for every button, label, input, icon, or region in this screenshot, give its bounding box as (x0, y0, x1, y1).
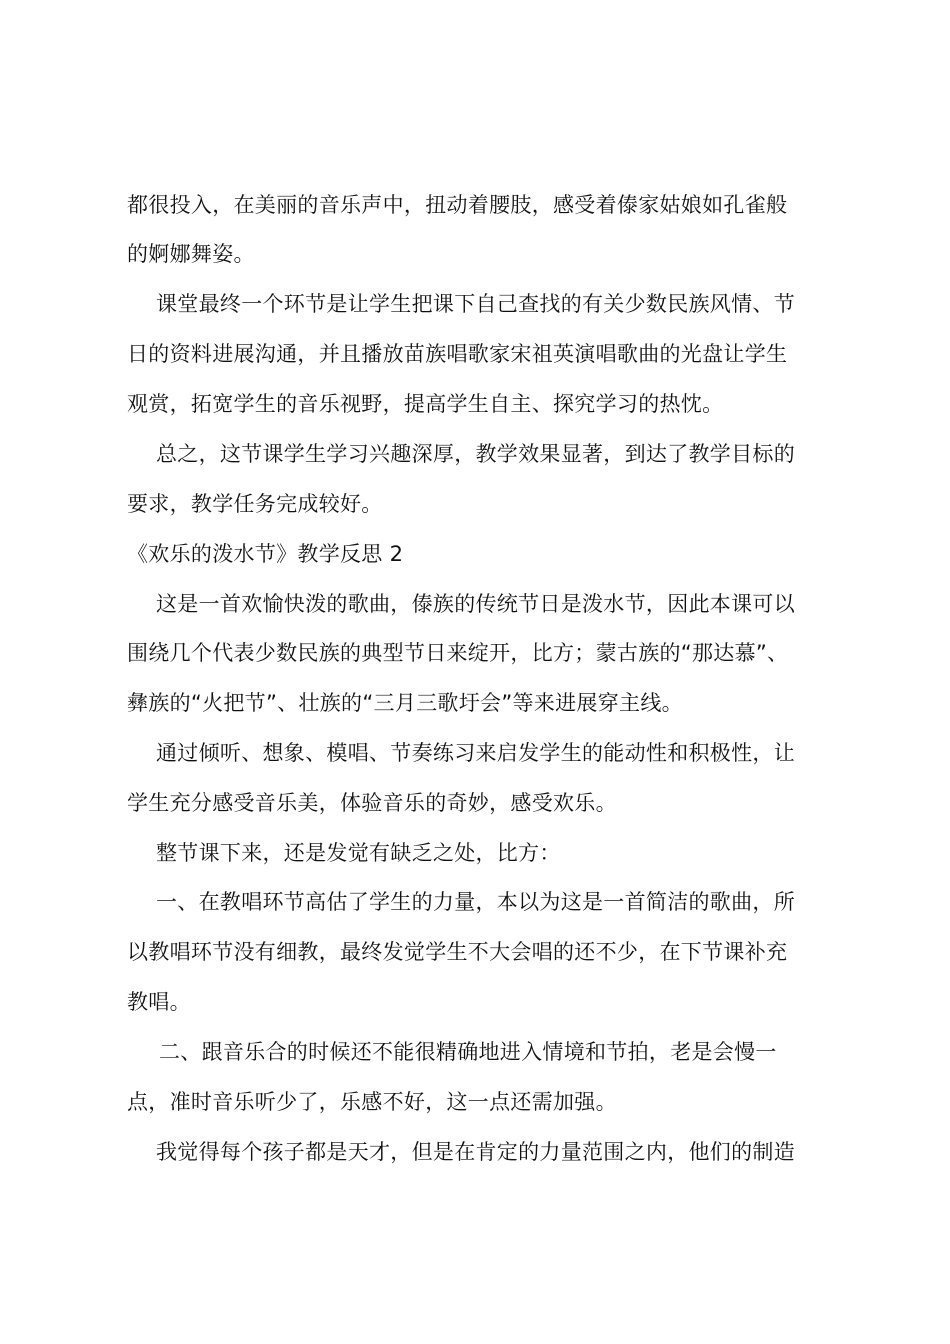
paragraph-line: 通过倾听、想象、模唱、节奏练习来启发学生的能动性和积极性，让 (156, 741, 795, 765)
paragraph-line: 观赏，拓宽学生的音乐视野，提高学生自主、探究学习的热忱。 (127, 392, 724, 416)
paragraph-line: 都很投入，在美丽的音乐声中，扭动着腰肢，感受着傣家姑娘如孔雀般 (127, 193, 788, 217)
section-title: 《欢乐的泼水节》教学反思 2 (127, 542, 404, 566)
paragraph-line: 要求，教学任务完成较好。 (127, 492, 383, 516)
paragraph-line: 日的资料进展沟通，并且播放苗族唱歌家宋祖英演唱歌曲的光盘让学生 (127, 342, 788, 366)
paragraph-line: 以教唱环节没有细教，最终发觉学生不大会唱的还不少，在下节课补充 (127, 940, 788, 964)
paragraph-line: 围绕几个代表少数民族的典型节日来绽开，比方；蒙古族的“那达慕”、 (127, 641, 789, 665)
paragraph-line: 整节课下来，还是发觉有缺乏之处，比方： (156, 841, 561, 865)
paragraph-line: 学生充分感受音乐美，体验音乐的奇妙，感受欢乐。 (127, 791, 617, 815)
paragraph-line: 彝族的“火把节”、壮族的“三月三歌圩会”等来进展穿主线。 (127, 691, 683, 715)
paragraph-line: 这是一首欢愉快泼的歌曲，傣族的传统节日是泼水节，因此本课可以 (156, 592, 795, 616)
paragraph-line: 点，准时音乐听少了，乐感不好，这一点还需加强。 (127, 1090, 617, 1114)
paragraph-line: 教唱。 (127, 990, 191, 1014)
paragraph-line: 总之，这节课学生学习兴趣深厚，教学效果显著，到达了教学目标的 (156, 442, 795, 466)
paragraph-line: 二、跟音乐合的时候还不能很精确地进入情境和节拍，老是会慢一 (159, 1040, 777, 1064)
paragraph-line: 我觉得每个孩子都是天才，但是在肯定的力量范围之内，他们的制造 (156, 1140, 795, 1164)
paragraph-line: 课堂最终一个环节是让学生把课下自己查找的有关少数民族风情、节 (156, 292, 795, 316)
paragraph-line: 一、在教唱环节高估了学生的力量，本以为这是一首简洁的歌曲，所 (156, 890, 795, 914)
paragraph-line: 的婀娜舞姿。 (127, 242, 255, 266)
